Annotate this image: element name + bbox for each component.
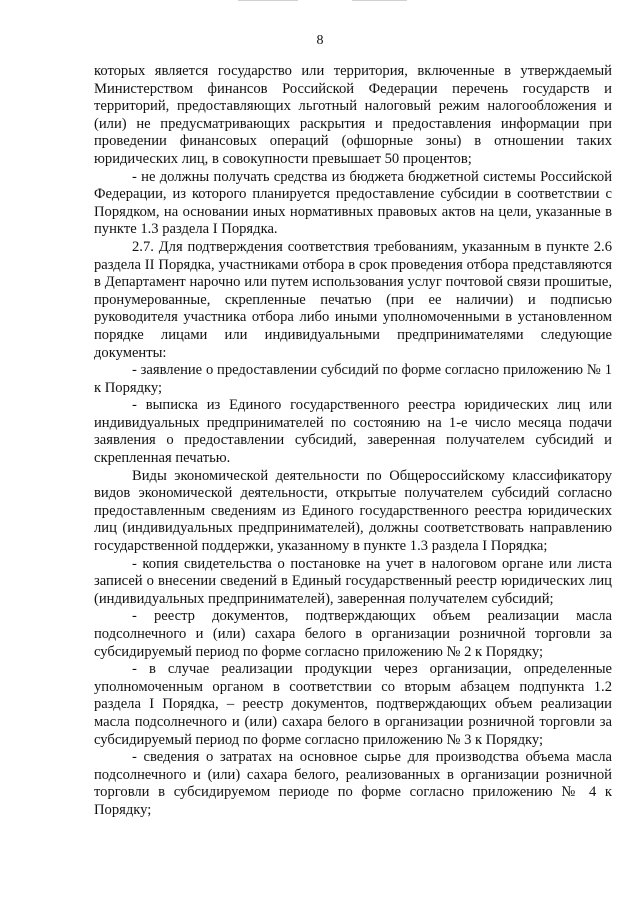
scan-artifact-line (238, 0, 298, 1)
paragraph: - выписка из Единого государственного реестра юридических лиц или индивидуальных предпринимателей по состоянию на 1-е число месяца подачи заявления о предоставлении субсидий, заверенная получателем субсидий и скрепленная печатью. (94, 397, 612, 467)
paragraph: которых является государство или территория, включенные в утверждаемый Министерством финансов Российской Федерации перечень государств и территорий, предоставляющих льготный налоговый режим налогообложения и (или) не предусматривающих раскрытия и предоставления информации при проведении финансовых операций (офшорные зоны) в отношении таких юридических лиц, в совокупности превышает 50 процентов; (94, 63, 612, 167)
paragraph: Виды экономической деятельности по Общероссийскому классификатору видов экономической деятельности, открытые получателем субсидий согласно предоставленным сведениям из Единого государственного реестра юридических лиц (индивидуальных предпринимателей), должны соответствовать направлению государственной поддержки, указанному в пункте 1.3 раздела I Порядка; (94, 467, 612, 555)
paragraph: - реестр документов, подтверждающих объем реализации масла подсолнечного и (или) сахара белого в организации розничной торговли за субсидируемый период по форме согласно приложению № 2 к Порядку; (94, 608, 612, 660)
paragraph: - заявление о предоставлении субсидий по форме согласно приложению № 1 к Порядку; (94, 362, 612, 396)
document-body (94, 63, 612, 820)
paragraph: 2.7. Для подтверждения соответствия требованиям, указанным в пункте 2.6 раздела II Порядка, участниками отбора в срок проведения отбора представляются в Департамент нарочно или путем использования услуг почтовой связи прошитые, пронумерованные, скрепленные печатью (при ее наличии) и подписью руководителя участника отбора либо иными уполномоченными в установленном порядке лицами или индивидуальными предпринимателями следующие документы: (94, 238, 612, 361)
scan-artifact-line (352, 0, 407, 1)
paragraph: - в случае реализации продукции через организации, определенные уполномоченным органом в соответствии со вторым абзацем подпункта 1.2 раздела I Порядка, – реестр документов, подтверждающих объем реализации масла подсолнечного и (или) сахара белого в организации розничной торговли за субсидируемый период по форме согласно приложению № 3 к Порядку; (94, 661, 612, 748)
page-number: 8 (316, 33, 324, 48)
paragraph: - копия свидетельства о постановке на учет в налоговом органе или листа записей о внесении сведений в Единый государственный реестр юридических лиц (индивидуальных предпринимателей), заверенная получателем субсидий; (94, 555, 612, 607)
paragraph: - не должны получать средства из бюджета бюджетной системы Российской Федерации, из которого планируется предоставление субсидии в соответствии с Порядком, на основании иных нормативных правовых актов на цели, указанные в пункте 1.3 раздела I Порядка. (94, 168, 612, 238)
paragraph: - сведения о затратах на основное сырье для производства объема масла подсолнечного и (или) сахара белого, реализованных в организации розничной торговли в субсидируемом периоде по форме согласно приложению № 4 к Порядку; (94, 749, 612, 818)
